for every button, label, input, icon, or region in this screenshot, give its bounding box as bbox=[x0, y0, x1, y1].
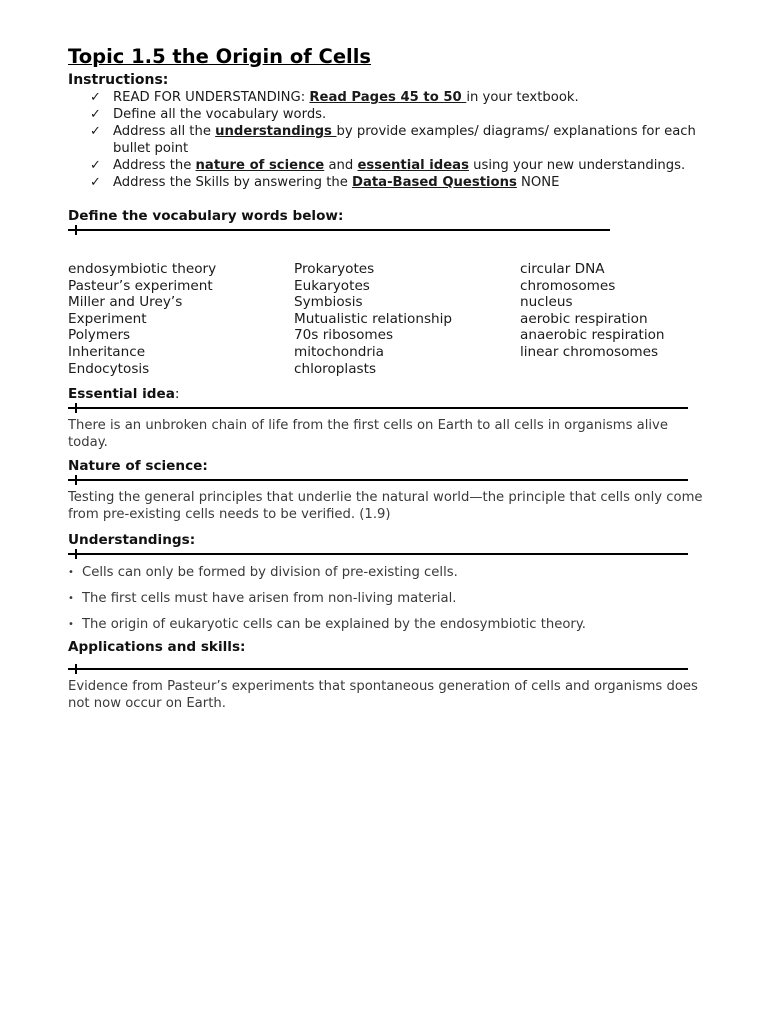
essential-idea-colon: : bbox=[174, 386, 180, 403]
understanding-item bbox=[68, 617, 708, 634]
rule-line bbox=[68, 229, 610, 231]
vocab-term: Experiment bbox=[68, 310, 147, 327]
bullet-icon: • bbox=[68, 566, 74, 578]
understanding-text: The first cells must have arisen from non-living material. bbox=[82, 590, 457, 606]
vocab-term: chromosomes bbox=[520, 277, 616, 294]
instructions-list bbox=[68, 89, 708, 191]
essential-idea-text: There is an unbroken chain of life from the first cells on Earth to all cells in organisms alive today. bbox=[68, 418, 668, 450]
instruction-emphasis: essential ideas bbox=[357, 158, 469, 173]
rule-tick bbox=[75, 475, 77, 485]
vocab-term: Inheritance bbox=[68, 343, 146, 360]
vocab-term: mitochondria bbox=[294, 343, 385, 360]
instruction-text: Address the bbox=[113, 158, 196, 173]
instruction-emphasis: understandings bbox=[215, 124, 337, 139]
checkmark-icon: ✓ bbox=[90, 158, 101, 173]
instruction-text: in your textbook. bbox=[466, 90, 579, 105]
instruction-text: using your new understandings. bbox=[468, 158, 686, 173]
document-title: Topic 1.5 the Origin of Cells bbox=[68, 45, 372, 68]
essential-idea-heading bbox=[68, 386, 708, 403]
vocab-term: Mutualistic relationship bbox=[294, 310, 453, 327]
instruction-text: READ FOR UNDERSTANDING: bbox=[113, 90, 310, 105]
rule-line bbox=[68, 553, 688, 555]
checkmark-icon: ✓ bbox=[90, 107, 101, 122]
nature-of-science-heading: Nature of science: bbox=[68, 458, 208, 475]
vocab-term: nucleus bbox=[520, 294, 573, 311]
vocab-column-1 bbox=[68, 261, 294, 377]
vocab-term: Prokaryotes bbox=[294, 261, 375, 277]
understanding-text: Cells can only be formed by division of pre-existing cells. bbox=[82, 564, 458, 580]
understandings-list bbox=[68, 565, 708, 634]
section-rule bbox=[68, 665, 688, 673]
nature-of-science-text: Testing the general principles that underlie the natural world—the principle that cells only come from pre-existing cells needs to be verified. (1.9) bbox=[68, 490, 703, 522]
rule-line bbox=[68, 407, 688, 409]
rule-tick bbox=[75, 225, 77, 235]
vocab-term: circular DNA bbox=[520, 261, 605, 277]
rule-tick bbox=[75, 664, 77, 674]
applications-heading: Applications and skills: bbox=[68, 639, 246, 656]
rule-tick bbox=[75, 549, 77, 559]
rule-tick bbox=[75, 403, 77, 413]
checkmark-icon: ✓ bbox=[90, 124, 101, 139]
section-rule bbox=[68, 226, 610, 234]
understandings-heading: Understandings: bbox=[68, 531, 196, 548]
vocab-term: aerobic respiration bbox=[520, 310, 648, 327]
instructions-heading: Instructions: bbox=[68, 72, 169, 88]
vocab-term: Endocytosis bbox=[68, 360, 150, 377]
instruction-text: and bbox=[324, 158, 358, 173]
section-rule bbox=[68, 476, 688, 484]
instruction-text: Define all the vocabulary words. bbox=[113, 107, 327, 122]
instruction-item bbox=[90, 157, 708, 174]
understanding-item bbox=[68, 565, 708, 582]
vocab-term: Polymers bbox=[68, 327, 131, 344]
vocabulary-heading: Define the vocabulary words below: bbox=[68, 208, 344, 224]
vocab-term: 70s ribosomes bbox=[294, 327, 394, 344]
instruction-text: by provide examples/ diagrams/ explanations for each bullet point bbox=[113, 124, 696, 156]
understanding-text: The origin of eukaryotic cells can be explained by the endosymbiotic theory. bbox=[82, 616, 586, 632]
instruction-text: Address all the bbox=[113, 124, 216, 139]
essential-idea-label: Essential idea bbox=[68, 386, 175, 403]
checkmark-icon: ✓ bbox=[90, 175, 101, 190]
vocab-term: Miller and Urey’s bbox=[68, 294, 183, 311]
vocab-term: anaerobic respiration bbox=[520, 327, 665, 344]
vocab-term: chloroplasts bbox=[294, 360, 377, 377]
instruction-text: NONE bbox=[516, 175, 560, 190]
vocab-column-3 bbox=[520, 261, 665, 377]
vocab-column-2 bbox=[294, 261, 520, 377]
instruction-emphasis: nature of science bbox=[195, 158, 325, 173]
section-rule bbox=[68, 550, 688, 558]
vocab-term: endosymbiotic theory bbox=[68, 261, 217, 277]
vocab-term: linear chromosomes bbox=[520, 343, 659, 360]
instruction-emphasis: Read Pages 45 to 50 bbox=[309, 90, 467, 105]
vocab-term: Eukaryotes bbox=[294, 277, 370, 294]
rule-line bbox=[68, 668, 688, 670]
document-page bbox=[68, 44, 708, 713]
bullet-icon: • bbox=[68, 592, 74, 604]
instruction-item bbox=[90, 123, 708, 157]
instruction-emphasis: Data-Based Questions bbox=[352, 175, 517, 190]
applications-text: Evidence from Pasteur’s experiments that spontaneous generation of cells and organisms does not now occur on Earth. bbox=[68, 679, 698, 712]
checkmark-icon: ✓ bbox=[90, 90, 101, 105]
understanding-item bbox=[68, 591, 708, 608]
vocab-term: Symbiosis bbox=[294, 294, 363, 311]
instruction-item bbox=[90, 174, 708, 191]
section-rule bbox=[68, 404, 688, 412]
vocab-term: Pasteur’s experiment bbox=[68, 277, 213, 294]
vocabulary-columns bbox=[68, 261, 708, 377]
rule-line bbox=[68, 479, 688, 481]
instruction-item bbox=[90, 106, 708, 123]
instruction-item bbox=[90, 89, 708, 106]
instruction-text: Address the Skills by answering the bbox=[113, 175, 353, 190]
bullet-icon: • bbox=[68, 618, 74, 630]
